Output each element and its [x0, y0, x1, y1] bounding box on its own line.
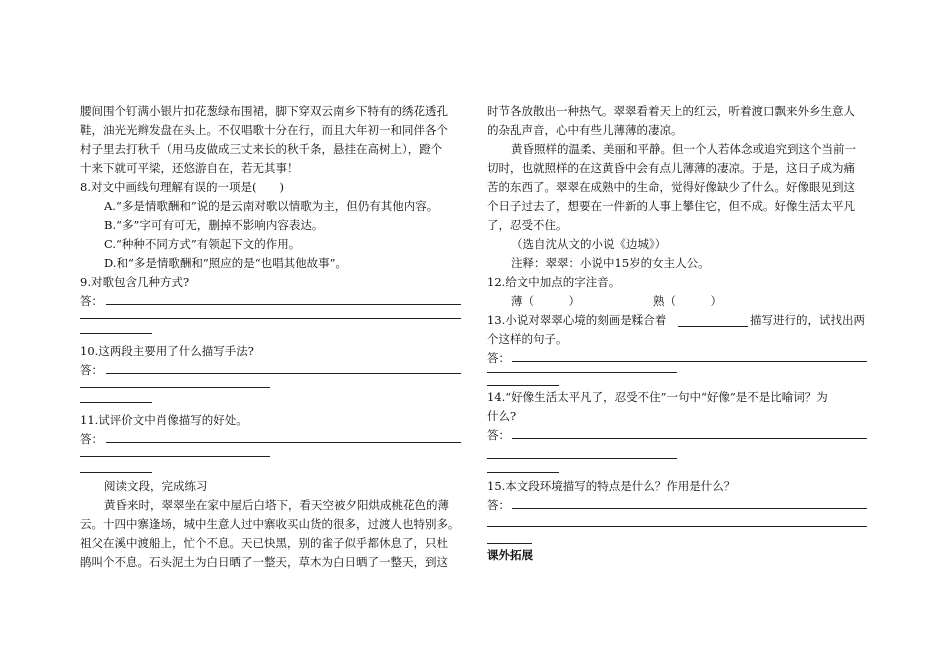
answer-line-q13-3	[487, 385, 559, 386]
answer-line-q15-1	[512, 508, 867, 509]
question-8-option-d: D.和“多是情歌酬和”照应的是“也唱其他故事”。	[104, 256, 347, 270]
answer-line-q14-1	[512, 438, 867, 439]
left-para2-line4: 鹃叫个不息。石头泥土为白日晒了一整天，草木为白日晒了一整天，到这	[80, 555, 448, 569]
question-8-option-c: C.“种种不同方式”有领起下文的作用。	[104, 237, 301, 251]
answer-label-q9: 答：	[80, 294, 103, 308]
left-para2-line2: 云。十四中寨逢场，城中生意人过中寨收买山货的很多，过渡人也特别多。	[80, 517, 460, 531]
answer-line-q10-3	[80, 402, 152, 403]
question-13-part1: 13.小说对翠翠心境的刻画是糅合着	[487, 313, 667, 327]
question-9: 9.对歌包含几种方式?	[80, 275, 190, 289]
right-para1-line2: 的杂乱声音，心中有些儿薄薄的凄凉。	[487, 123, 683, 137]
question-13-part3: 个这样的句子。	[487, 332, 568, 346]
answer-label-q13: 答：	[487, 351, 510, 365]
question-11: 11.试评价文中肖像描写的好处。	[80, 413, 248, 427]
answer-line-q9-3	[80, 333, 152, 334]
question-14-line1: 14.“好像生活太平凡了，忍受不住”一句中“好像”是不是比喻词？为	[487, 390, 828, 404]
question-8-stem: 8.对文中画线句理解有误的一项是( )	[80, 180, 284, 194]
left-para1-line2: 鞋，油光光辫发盘在头上。不仅唱歌十分在行，而且大年初一和同伴各个	[80, 123, 448, 137]
annotation-note: 注释：翠翠：小说中15岁的女主人公。	[511, 256, 710, 270]
left-para2-line1: 黄昏来时，翠翠坐在家中屋后白塔下，看天空被夕阳烘成桃花色的薄	[104, 498, 449, 512]
question-12-stem: 12.给文中加点的字注音。	[487, 275, 621, 289]
answer-line-q11-1	[106, 442, 461, 443]
source-citation: （选自沈从文的小说《边城》）	[511, 237, 667, 251]
answer-line-q9-1	[106, 304, 461, 305]
answer-line-q13-2	[487, 372, 677, 373]
question-14-line2: 什么?	[487, 409, 517, 423]
right-para1-line1: 时节各放散出一种热气。翠翠看着天上的红云，听着渡口飘来外乡生意人	[487, 104, 855, 118]
answer-line-q11-2	[80, 456, 270, 457]
answer-line-q15-2	[487, 526, 867, 527]
answer-line-q9-2	[80, 318, 461, 319]
answer-line-q11-3	[80, 472, 152, 473]
answer-label-q14: 答：	[487, 428, 510, 442]
answer-label-q11: 答：	[80, 432, 103, 446]
left-para2-line3: 祖父在溪中渡船上，忙个不息。天已快黑，别的雀子似乎都休息了，只杜	[80, 536, 448, 550]
question-12-item-2: 熟（ ）	[653, 294, 722, 308]
right-para2-line3: 苦的东西了。翠翠在成熟中的生命，觉得好像缺少了什么。好像眼见到这	[487, 180, 855, 194]
left-para1-line4: 十来下就可平梁，还悠游自在，若无其事！	[80, 161, 299, 175]
answer-line-q13-1	[512, 361, 867, 362]
answer-line-q14-2	[487, 458, 677, 459]
question-15: 15.本文段环境描写的特点是什么？作用是什么？	[487, 479, 736, 493]
left-para1-line1: 腰间围个钉满小银片扣花葱绿布围裙，脚下穿双云南乡下特有的绣花透孔	[80, 104, 448, 118]
answer-label-q15: 答：	[487, 498, 510, 512]
question-12-item-1: 薄（ ）	[511, 294, 580, 308]
answer-label-q10: 答：	[80, 363, 103, 377]
answer-line-q10-1	[106, 373, 461, 374]
right-para2-line4: 个日子过去了，想要在一件新的人事上攀住它，但不成。好像生活太平凡	[487, 199, 855, 213]
answer-line-q14-3	[487, 472, 559, 473]
left-para1-line3: 村子里去打秋千（用马皮做成三丈来长的秋千条，悬挂在高树上），蹬个	[80, 142, 443, 156]
question-13-part2: 描写进行的，试找出两	[750, 313, 865, 327]
question-8-option-a: A.“多是情歌酬和”说的是云南对歌以情歌为主，但仍有其他内容。	[104, 199, 439, 213]
right-para2-line2: 切时，也就照样的在这黄昏中会有点儿薄薄的凄凉。于是，这日子成为痛	[487, 161, 855, 175]
reading-intro: 阅读文段，完成练习	[104, 479, 208, 493]
answer-line-q15-3	[487, 543, 532, 544]
question-13-blank	[678, 326, 748, 327]
right-para2-line5: 了，忍受不住。	[487, 218, 568, 232]
answer-line-q10-2	[80, 387, 270, 388]
right-para2-line1: 黄昏照样的温柔、美丽和平静。但一个人若体念或追究到这个当前一	[511, 142, 856, 156]
question-8-option-b: B.“多”字可有可无，删掉不影响内容表达。	[104, 218, 324, 232]
section-heading-extension: 课外拓展	[487, 548, 533, 562]
question-10: 10.这两段主要用了什么描写手法?	[80, 344, 254, 358]
